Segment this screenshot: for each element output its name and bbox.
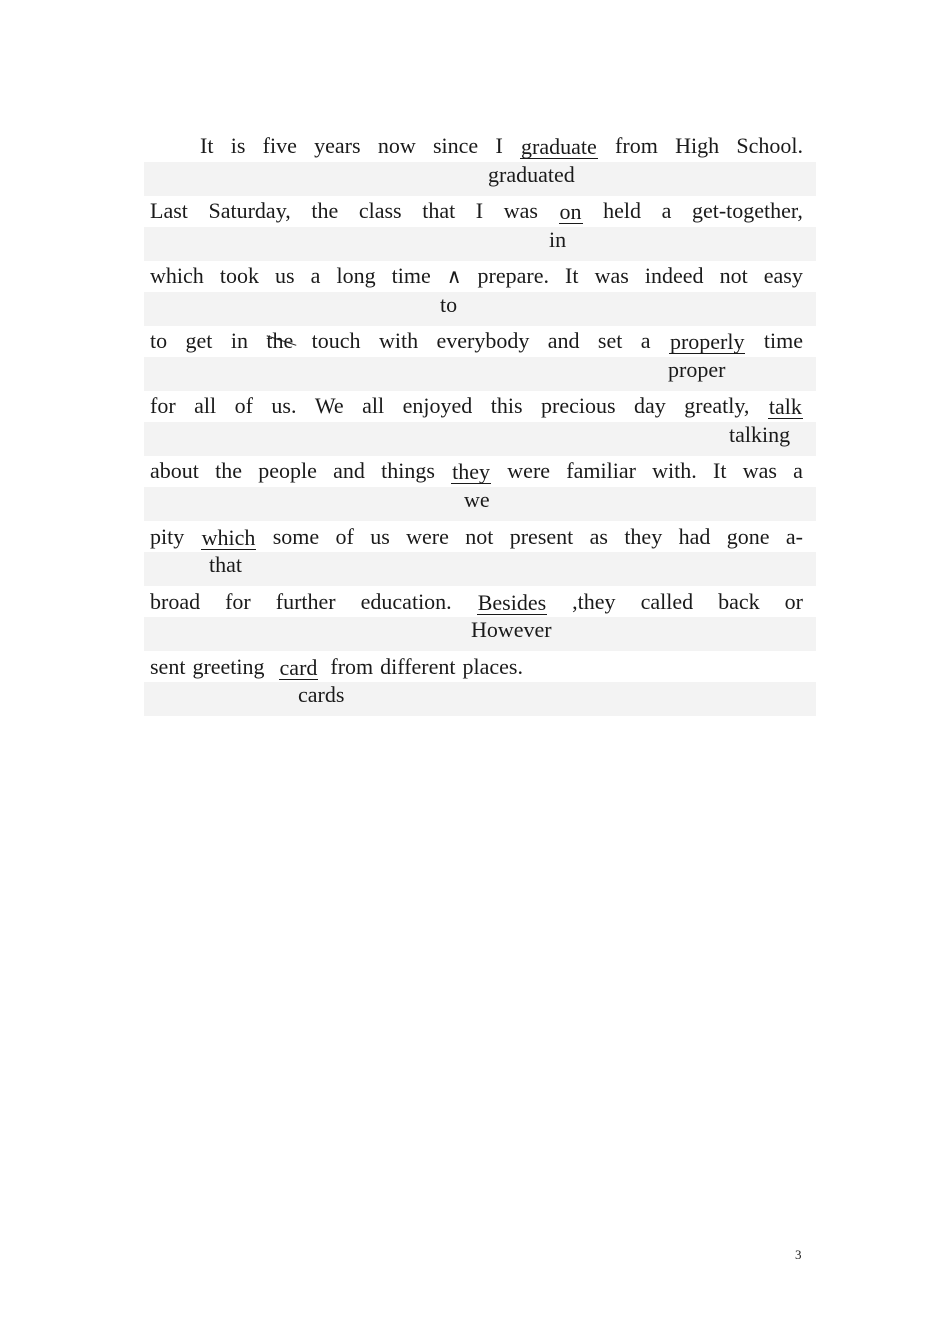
word: High	[675, 133, 720, 158]
word: to	[150, 328, 168, 353]
word: since	[432, 133, 479, 158]
word: broad	[150, 589, 201, 614]
correction-word: that	[209, 552, 242, 577]
correction-word: we	[464, 487, 490, 512]
word: us	[370, 524, 390, 549]
word: with.	[652, 458, 697, 483]
text-line-7	[150, 516, 803, 550]
deleted-word-struck: the	[266, 328, 294, 353]
word: and	[333, 458, 365, 483]
word: time	[763, 328, 803, 353]
word: I	[495, 133, 503, 158]
word: is	[230, 133, 246, 158]
word: was	[594, 263, 629, 288]
error-word-underlined: properly	[669, 329, 745, 354]
error-word-underlined: on	[559, 199, 582, 224]
word: get	[185, 328, 213, 353]
correction-word: to	[440, 292, 458, 317]
text-line-1	[200, 125, 803, 159]
word: ,they	[572, 589, 616, 614]
word: education.	[360, 589, 452, 614]
correction-word: cards	[298, 682, 345, 707]
error-word-underlined: they	[452, 459, 491, 484]
word: everybody	[436, 328, 530, 353]
word: from	[615, 133, 658, 158]
word: present	[509, 524, 574, 549]
word: with	[378, 328, 419, 353]
word: were	[507, 458, 551, 483]
word: some	[272, 524, 320, 549]
correction-word: talking	[729, 422, 791, 447]
text-line-6	[150, 450, 803, 484]
word: the	[215, 458, 243, 483]
word: touch	[311, 328, 361, 353]
word: sent	[150, 654, 186, 679]
word: things	[381, 458, 435, 483]
page-number: 3	[795, 1247, 802, 1262]
correction-word: proper	[668, 357, 726, 382]
word: and	[547, 328, 580, 353]
word: enjoyed	[402, 393, 473, 418]
word: was	[503, 198, 538, 223]
word: a	[661, 198, 672, 223]
word: about	[150, 458, 199, 483]
word: class	[358, 198, 402, 223]
word: all	[362, 393, 385, 418]
word: they	[624, 524, 663, 549]
word: indeed	[644, 263, 704, 288]
word: not	[719, 263, 748, 288]
text-line-4	[150, 320, 803, 354]
word: gone	[726, 524, 770, 549]
word: of	[234, 393, 253, 418]
word: or	[784, 589, 803, 614]
text-line-2	[150, 190, 803, 224]
word: places.	[462, 654, 523, 679]
word: pity	[150, 524, 185, 549]
word: as	[589, 524, 608, 549]
correction-word: graduated	[488, 162, 575, 187]
word: It	[565, 263, 579, 288]
word: us	[275, 263, 295, 288]
word: Saturday,	[208, 198, 291, 223]
word: for	[225, 589, 251, 614]
word: now	[377, 133, 416, 158]
word: this	[490, 393, 523, 418]
correction-word: in	[549, 227, 567, 252]
word: the	[311, 198, 339, 223]
word: greeting	[192, 654, 265, 679]
word: us.	[271, 393, 297, 418]
word: held	[603, 198, 642, 223]
word: set	[597, 328, 623, 353]
word: which	[150, 263, 204, 288]
word: precious	[541, 393, 616, 418]
word: further	[275, 589, 336, 614]
word: people	[258, 458, 317, 483]
word: a-	[785, 524, 803, 549]
error-word-underlined: graduate	[521, 134, 597, 159]
word: time	[391, 263, 431, 288]
word: in	[230, 328, 248, 353]
word: all	[194, 393, 217, 418]
word: It	[713, 458, 727, 483]
error-word-underlined: card	[279, 655, 318, 680]
text-line-3	[150, 255, 803, 289]
word: I	[475, 198, 484, 223]
text-line-5	[150, 385, 803, 419]
word: greatly,	[684, 393, 750, 418]
error-word-underlined: Besides	[477, 590, 547, 615]
word: five	[262, 133, 297, 158]
word: long	[336, 263, 376, 288]
word: had	[678, 524, 711, 549]
word: was	[742, 458, 777, 483]
word: easy	[763, 263, 803, 288]
error-word-underlined: which	[201, 525, 256, 550]
word: prepare.	[477, 263, 549, 288]
word: were	[406, 524, 449, 549]
word: years	[314, 133, 361, 158]
word: It	[200, 133, 214, 158]
correction-word: However	[471, 617, 552, 642]
word: took	[219, 263, 259, 288]
word: different	[380, 654, 456, 679]
word: We	[314, 393, 344, 418]
insertion-caret-icon: ∧	[446, 264, 462, 288]
word: not	[465, 524, 494, 549]
word: back	[718, 589, 760, 614]
word: a	[310, 263, 321, 288]
word: that	[422, 198, 456, 223]
word: a	[793, 458, 803, 483]
text-line-8	[150, 581, 803, 615]
word: called	[640, 589, 694, 614]
word: for	[150, 393, 176, 418]
word: a	[640, 328, 651, 353]
word: familiar	[566, 458, 636, 483]
word: of	[335, 524, 354, 549]
word: School.	[736, 133, 803, 158]
word: Last	[150, 198, 188, 223]
word: get-together,	[691, 198, 803, 223]
word: day	[634, 393, 666, 418]
shade-band	[144, 682, 816, 716]
text-line-9	[150, 646, 803, 680]
error-word-underlined: talk	[768, 394, 802, 419]
word: from	[330, 654, 374, 679]
